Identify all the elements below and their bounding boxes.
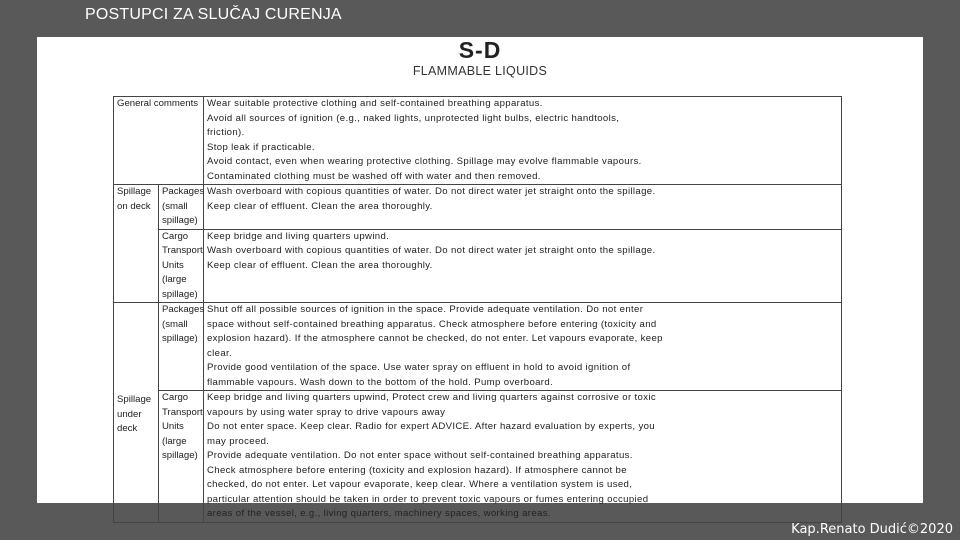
spillage-on-deck-label: Spillage on deck <box>114 185 159 303</box>
slide-title: POSTUPCI ZA SLUČAJ CURENJA <box>85 6 342 23</box>
general-comments-text: Wear suitable protective clothing and self-contained breathing apparatus. Avoid all sources of ignition (e.g., naked lights, unprotected light bulbs, electric handtools, friction). Stop leak if practicable. Avoid contact, even when wearing protective clothing. Spillage may evolve flammable vapours. Contaminated clothing must be washed off with water and then removed. <box>204 97 842 185</box>
schedule-code: S-D <box>458 37 502 63</box>
table-row-general <box>114 97 842 185</box>
spillage-under-deck-label: Spillage under deck <box>114 303 159 523</box>
table-row-deck-packages <box>114 185 842 230</box>
deck-packages-text: Wash overboard with copious quantities of water. Do not direct water jet straight onto the spillage. Keep clear of effluent. Clean the area thoroughly. <box>204 185 842 230</box>
under-ctu-text: Keep bridge and living quarters upwind, Protect crew and living quarters against corrosive or toxic vapours by using water spray to drive vapours away Do not enter space. Keep clear. Radio for expert ADVICE. After hazard evaluation by experts, you may proceed. Provide adequate ventilation. Do not enter space without self-contained breathing apparatus. Check atmosphere before entering (toxicity and explosion hazard). If atmosphere cannot be checked, do not enter. Let vapour evaporate, keep clear. Where a ventilation system is used, particular attention should be taken in order to prevent toxic vapours or fumes entering occupied areas of the vessel, e.g., living quarters, machinery spaces, working areas. <box>204 391 842 523</box>
table-row-under-ctu <box>114 391 842 523</box>
deck-packages-label: Packages (small spillage) <box>159 185 204 230</box>
document-image <box>37 37 923 519</box>
deck-ctu-label: Cargo Transport Units (large spillage) <box>159 229 204 303</box>
under-packages-label: Packages (small spillage) <box>159 303 204 391</box>
under-ctu-label: Cargo Transport Units (large spillage) <box>159 391 204 523</box>
author-footer: Kap.Renato Dudić©2020 <box>791 522 953 537</box>
table-row-deck-ctu <box>114 229 842 303</box>
deck-ctu-text: Keep bridge and living quarters upwind. Wash overboard with copious quantities of water. Do not direct water jet straight onto the spillage. Keep clear of effluent. Clean the area thoroughly. <box>204 229 842 303</box>
table-row-under-packages <box>114 303 842 391</box>
spillage-table <box>113 96 842 523</box>
under-packages-text: Shut off all possible sources of ignition in the space. Provide adequate ventilation. Do not enter space without self-contained breathing apparatus. Check atmosphere before entering (toxicity and explosion hazard). If the atmosphere cannot be checked, do not enter. Let vapours evaporate, keep clear. Provide good ventilation of the space. Use water spray on effluent in hold to avoid ignition of flammable vapours. Wash down to the bottom of the hold. Pump overboard. <box>204 303 842 391</box>
general-comments-label: General comments <box>114 97 204 185</box>
schedule-subtitle: FLAMMABLE LIQUIDS <box>412 64 548 78</box>
